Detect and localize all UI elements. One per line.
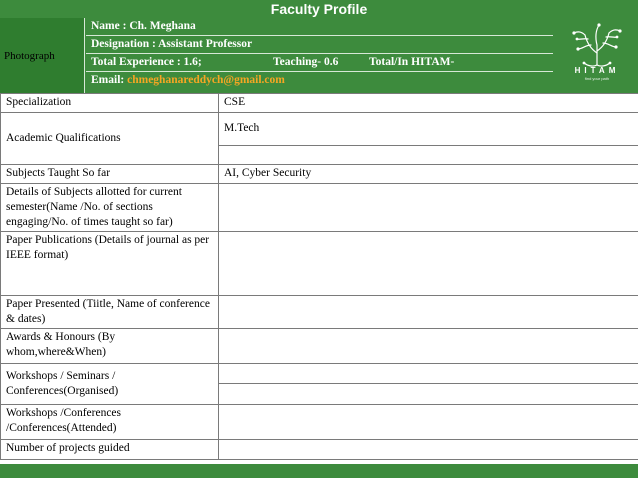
designation-row [86, 36, 553, 54]
table-row [1, 165, 638, 184]
table-row [1, 113, 638, 146]
teaching-experience: Teaching- 0.6 [273, 56, 339, 68]
row-value [219, 329, 638, 364]
profile-table [0, 93, 638, 460]
table-row [1, 405, 638, 440]
photograph-label: Photograph [4, 49, 55, 62]
row-label: Paper Presented (Tiitle, Name of conference & dates) [1, 296, 219, 329]
page-title: Faculty Profile [0, 0, 638, 18]
email-row [86, 72, 553, 93]
row-label: Awards & Honours (By whom,where&When) [1, 329, 219, 364]
logo-wordmark: HITAM [574, 66, 620, 75]
total-in-hitam: Total/In HITAM- [369, 56, 455, 68]
table-row [1, 364, 638, 384]
row-value [219, 184, 638, 232]
table-row [1, 440, 638, 460]
row-value-empty [219, 384, 638, 405]
row-value [219, 296, 638, 329]
name-row [86, 18, 553, 36]
photograph-placeholder [0, 18, 85, 93]
row-value [219, 364, 638, 384]
row-value: CSE [219, 94, 638, 113]
faculty-designation: Designation : Assistant Professor [91, 38, 253, 50]
row-label: Academic Qualifications [1, 113, 219, 165]
table-row [1, 232, 638, 296]
profile-header [0, 18, 638, 93]
table-row [1, 184, 638, 232]
table-row [1, 329, 638, 364]
row-label: Number of projects guided [1, 440, 219, 460]
table-row [1, 296, 638, 329]
experience-row [86, 54, 553, 72]
row-value: AI, Cyber Security [219, 165, 638, 184]
row-label: Workshops / Seminars / Conferences(Organised) [1, 364, 219, 405]
table-row [1, 94, 638, 113]
faculty-name: Name : Ch. Meghana [91, 20, 196, 32]
row-label: Subjects Taught So far [1, 165, 219, 184]
row-value: M.Tech [219, 113, 638, 146]
row-value [219, 232, 638, 296]
footer-bar [0, 464, 638, 478]
email-label: Email: [91, 74, 125, 86]
row-label: Workshops /Conferences /Conferences(Attended) [1, 405, 219, 440]
row-label: Paper Publications (Details of journal as per IEEE format) [1, 232, 219, 296]
email-link[interactable]: chmeghanareddych@gmail.com [127, 74, 285, 86]
row-value [219, 405, 638, 440]
row-value [219, 440, 638, 460]
row-label: Specialization [1, 94, 219, 113]
row-value-empty [219, 146, 638, 165]
logo-tagline: find your path [584, 76, 610, 81]
total-experience: Total Experience : 1.6; [91, 56, 202, 68]
row-label: Details of Subjects allotted for current semester(Name /No. of sections engaging/No. of times taught so far) [1, 184, 219, 232]
